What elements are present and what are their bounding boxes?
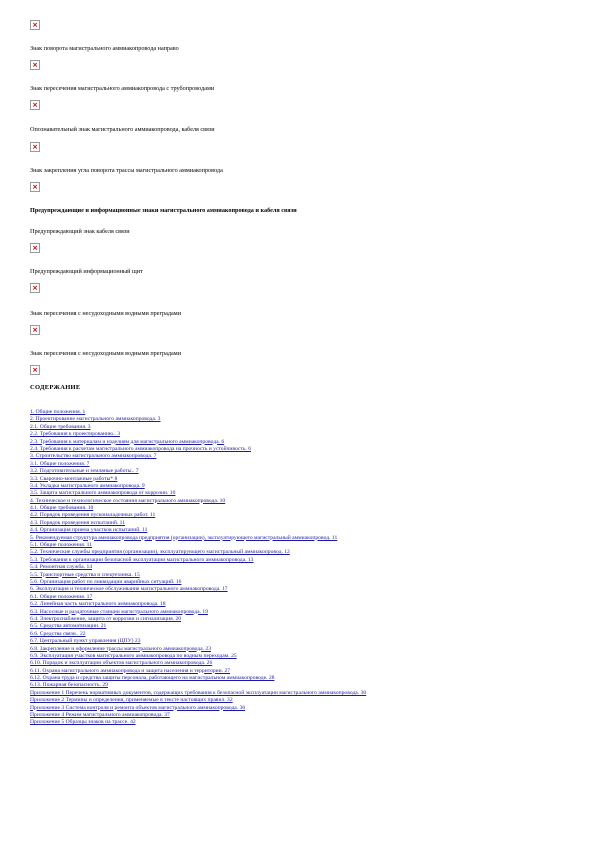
toc-link[interactable]: Приложение 4 Режим магистрального аммиакопровода. 37 [30, 712, 170, 719]
toc-item [30, 479, 366, 489]
toc-link[interactable]: 2.1. Общие требования. 3 [30, 423, 91, 430]
figure-caption: Знак пересечения с несудоходными водными преградами [30, 350, 182, 357]
toc-link[interactable]: 4.1. Общие требования. 10 [30, 505, 94, 512]
broken-image-icon: × [30, 182, 40, 192]
toc-item [30, 619, 366, 630]
toc-item [30, 523, 366, 534]
toc-link[interactable]: 3.2. Подготовительные и земляные работы.. 7 [30, 468, 139, 475]
broken-image-icon: × [30, 60, 40, 70]
toc-link[interactable]: 6.1. Общие положения. 17 [30, 593, 93, 600]
broken-image-icon: × [30, 243, 40, 253]
broken-image-icon: × [30, 20, 40, 30]
toc-link[interactable]: 1. Общие положения. 1 [30, 409, 86, 415]
toc-item [30, 605, 366, 615]
toc-item [30, 457, 366, 467]
toc-item [30, 582, 366, 593]
toc-link[interactable]: 2.4. Требования к расчетам магистрального аммиакопровода на прочность и устойчивость. 6 [30, 445, 252, 452]
toc-link[interactable]: Приложение 5 Образцы знаков на трассе. 42 [30, 719, 136, 726]
broken-image-icon: × [30, 142, 40, 152]
figure-caption: Знак закрепления угла поворота трассы магистрального аммиакопровода [30, 167, 223, 174]
toc-item [30, 715, 366, 726]
toc-item [30, 671, 366, 682]
toc-item [30, 412, 366, 423]
toc-link[interactable]: 6.7. Центральный пункт управления (ЦПУ) 23 [30, 638, 141, 645]
toc-link[interactable]: 5.3. Требования к организации безопасной эксплуатации магистрального аммиакопровода. 13 [30, 556, 254, 563]
broken-image-icon: × [30, 365, 40, 375]
toc-link[interactable]: 6.3. Насосные и раздаточные станции магистрального аммиакопровода. 19 [30, 608, 209, 615]
figure-caption: Знак пересечения магистрального аммиакопровода с трубопроводами [30, 85, 215, 92]
broken-image-icon: × [30, 100, 40, 110]
toc-link[interactable]: 6.11. Охрана магистрального аммиакопровода и защита населения и территории. 27 [30, 667, 231, 674]
toc-link[interactable]: 3.1. Общие положения. 7 [30, 460, 90, 467]
toc-link[interactable]: 3.4. Укладка магистрального аммиакопровода. 9 [30, 482, 145, 489]
toc-item [30, 435, 366, 445]
figure-caption: Предупреждающий информационный щит [30, 268, 143, 275]
toc-link[interactable]: 2.3. Требования к материалам и изделиям для магистрального аммиакопровода. 6 [30, 438, 225, 445]
toc-link[interactable]: 3.5. Защита магистрального аммиакопровода от коррозии. 10 [30, 490, 176, 497]
toc-link[interactable]: 3.3. Сварочно-монтажные работы* 8 [30, 475, 118, 482]
toc-link[interactable]: 4. Техническое и технологическое состояния магистрального аммиакопровода. 10 [30, 497, 226, 504]
toc-item [30, 545, 366, 556]
toc-link[interactable]: 5.6. Организация работ по ликвидации аварийных ситуаций. 16 [30, 578, 182, 585]
toc-item [30, 516, 366, 526]
toc-link[interactable]: 6.12. Охрана труда и средства защиты персонала, работающего на магистральном аммиакопроводе. 28 [30, 675, 275, 682]
toc-link[interactable]: 3. Строительство магистрального аммиакопровода. 7 [30, 453, 157, 460]
toc-item [30, 464, 366, 475]
toc-link[interactable]: 6. Эксплуатация и техническое обслуживание магистрального аммиакопровода. 17 [30, 586, 228, 593]
toc-link[interactable]: 4.3. Порядок проведения испытаний. 11 [30, 519, 126, 526]
table-of-contents [30, 405, 367, 726]
toc-link[interactable]: 5.5. Транспортные средства и спецтехника. 15 [30, 571, 140, 578]
toc-item [30, 531, 366, 541]
toc-link[interactable]: Приложение 3 Система контроля и ремонта объектов магистрального аммиакопровода. 36 [30, 704, 246, 711]
toc-link[interactable]: 4.2. Порядок проведения пусконаладочных работ. 11 [30, 512, 156, 519]
toc-link[interactable]: Приложение 2 Термины и определения, применяемые в тексте настоящих правил. 32 [30, 697, 233, 704]
toc-item [30, 627, 366, 637]
toc-item [30, 442, 366, 452]
toc-link[interactable]: 6.2. Линейная часть магистрального аммиакопровода. 18 [30, 601, 166, 608]
figure-caption: Предупреждающий знак кабеля связи [30, 228, 130, 235]
toc-link[interactable]: 6.8. Закрепление и оформление трассы магистрального аммиакопровода. 23 [30, 645, 212, 652]
toc-link[interactable]: 5. Рекомендуемая структура аммиакопровода предприятия (организации), эксплуатирующего магистральный аммиакопровод. 11 [30, 534, 338, 541]
toc-item [30, 664, 366, 674]
toc-link[interactable]: 6.10. Порядок и эксплуатации объектов магистрального аммиакопровода. 26 [30, 660, 213, 667]
toc-item [30, 568, 366, 578]
toc-link[interactable]: 5.1. Общие положения. 11 [30, 542, 93, 549]
toc-link[interactable]: 4.4. Организация приема участков испытаний. 11 [30, 527, 148, 534]
toc-item [30, 701, 366, 711]
toc-item [30, 575, 366, 585]
toc-link[interactable]: 2.2. Требования к проектированию.. 3 [30, 431, 121, 438]
figure-caption: Предупреждающие и информационные знаки магистрального аммиакопровода и кабеля связи [30, 207, 297, 214]
toc-link[interactable]: 5.4. Ремонтная служба. 14 [30, 564, 93, 571]
figure-caption: Знак пересечения с несудоходными водными преградами [30, 310, 182, 317]
toc-link[interactable]: 6.9. Эксплуатация участков магистрального аммиакопровода по водным переходам. 25 [30, 652, 237, 659]
toc-item [30, 405, 366, 415]
figure-caption: Опознавательный знак магистрального аммиакопровода, кабеля связи [30, 126, 215, 133]
toc-link[interactable]: Приложение 1 Перечень нормативных документов, содержащих требования к безопасной эксплуатации магистрального аммиакопровода. 30 [30, 689, 367, 696]
toc-title: СОДЕРЖАНИЕ [30, 384, 81, 391]
toc-item [30, 486, 366, 497]
broken-image-icon: × [30, 283, 40, 293]
figure-caption: Знак поворота магистрального аммиакопровода направо [30, 45, 179, 52]
toc-link[interactable]: 6.13. Пожарная безопасность. 29 [30, 682, 108, 689]
toc-link[interactable]: 6.5. Средства автоматизации. 21 [30, 623, 107, 630]
toc-link[interactable]: 2. Проектирование магистрального аммиакопровода. 3 [30, 416, 161, 423]
toc-item [30, 472, 366, 482]
toc-item [30, 420, 366, 430]
toc-item [30, 649, 366, 659]
toc-link[interactable]: 5.2. Технические службы предприятия (организации), эксплуатирующего магистральный аммиакопровод. 12 [30, 549, 290, 556]
toc-item [30, 597, 366, 608]
toc-item [30, 553, 366, 563]
toc-item [30, 494, 366, 504]
toc-item [30, 656, 366, 667]
toc-item [30, 642, 366, 652]
toc-item [30, 686, 367, 696]
toc-link[interactable]: 6.6. Средства связи.. 22 [30, 630, 86, 637]
toc-item [30, 427, 366, 438]
toc-item [30, 634, 366, 645]
broken-image-icon: × [30, 325, 40, 335]
toc-item [30, 508, 366, 519]
toc-link[interactable]: 6.4. Электроснабжение, защита от коррозии и сигнализация. 20 [30, 615, 182, 622]
